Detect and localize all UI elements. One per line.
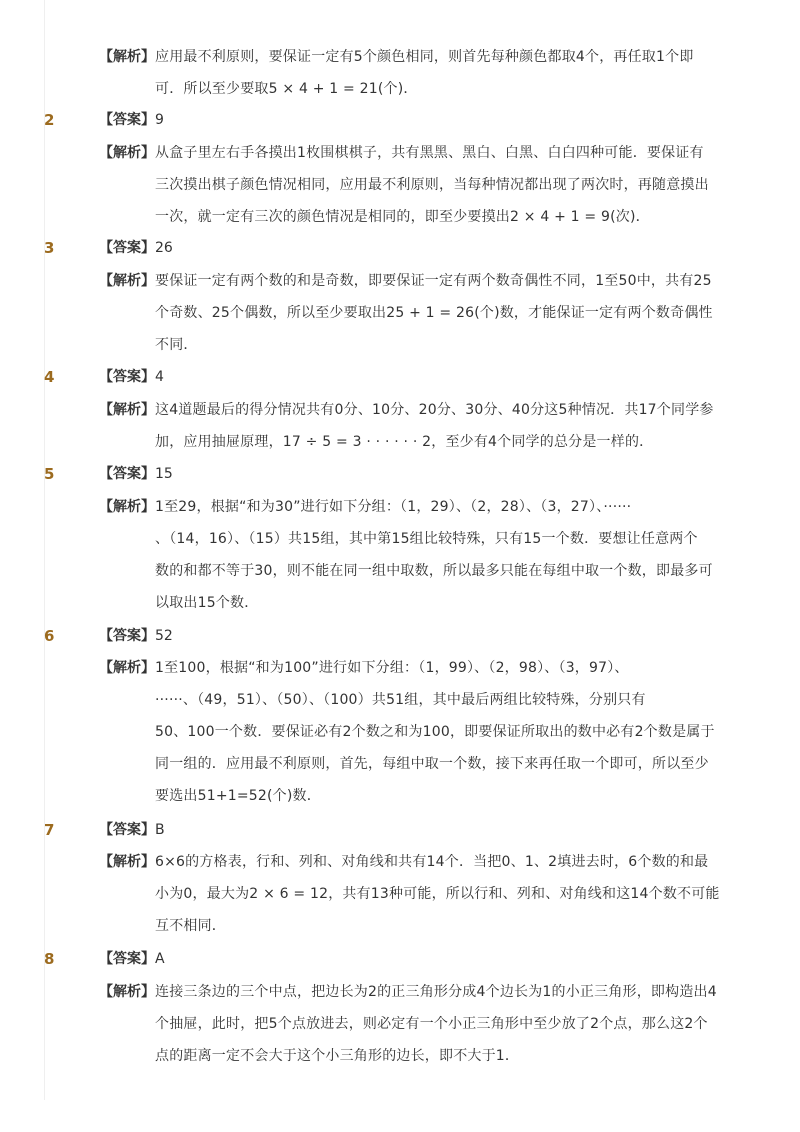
analysis-label: 【解析】	[99, 660, 155, 676]
analysis-label: 【解析】	[99, 402, 155, 418]
answer-label: 【答案】	[99, 628, 155, 644]
analysis-text: 要保证一定有两个数的和是奇数，即要保证一定有两个数奇偶性不同，1至50中，共有25 个奇数、25个偶数，所以至少要取出25 + 1 = 26(个)数，才能保证一定有两个数奇偶性 不同．	[155, 273, 713, 353]
question-number: 5	[44, 465, 55, 483]
answer-label: 【答案】	[99, 822, 155, 838]
question-number: 3	[44, 239, 55, 257]
analysis-text: 6×6的方格表，行和、列和、对角线和共有14个．当把0、1、2填进去时，6个数的和最 小为0，最大为2 × 6 = 12，共有13种可能，所以行和、列和、对角线和这14个数不可能 互不相同．	[155, 854, 720, 934]
analysis-label: 【解析】	[99, 499, 155, 515]
analysis-text: 这4道题最后的得分情况共有0分、10分、20分、30分、40分这5种情况．共17个同学参 加，应用抽屉原理，17 ÷ 5 = 3 · · · · · · 2，至少有4个同学的总分是一样的．	[155, 402, 714, 450]
answer-value: 26	[155, 240, 173, 256]
analysis-text: 1至29，根据“和为30”进行如下分组：（1，29）、（2，28）、（3，27）、······ 、（14，16）、（15）共15组，其中第15组比较特殊，只有15一个数．要想让任意两个 数的和都不等于30，则不能在同一组中取数，所以最多只能在每组中取一个数，即最多可 以取出15个数．	[155, 499, 713, 611]
analysis-label: 【解析】	[99, 984, 155, 1000]
answer-value: 52	[155, 628, 173, 644]
answer-value: 9	[155, 112, 164, 128]
page-margin-rule	[44, 0, 45, 1100]
analysis-label: 【解析】	[99, 273, 155, 289]
analysis-label: 【解析】	[99, 145, 155, 161]
answer-label: 【答案】	[99, 951, 155, 967]
answer-value: A	[155, 951, 165, 967]
analysis-text: 连接三条边的三个中点，把边长为2的正三角形分成4个边长为1的小正三角形，即构造出4 个抽屉，此时，把5个点放进去，则必定有一个小正三角形中至少放了2个点，那么这2个 点的距离一定不会大于这个小三角形的边长，即不大于1．	[155, 984, 717, 1064]
question-number: 4	[44, 368, 55, 386]
answer-value: 4	[155, 369, 164, 385]
analysis-label: 【解析】	[99, 854, 155, 870]
answer-label: 【答案】	[99, 369, 155, 385]
question-number: 7	[44, 821, 55, 839]
answer-value: 15	[155, 466, 173, 482]
analysis-label: 【解析】	[99, 49, 155, 65]
question-number: 2	[44, 111, 55, 129]
analysis-text: 应用最不利原则，要保证一定有5个颜色相同，则首先每种颜色都取4个，再任取1个即 可．所以至少要取5 × 4 + 1 = 21(个)．	[155, 49, 694, 97]
answer-label: 【答案】	[99, 466, 155, 482]
analysis-text: 1至100，根据“和为100”进行如下分组：（1，99）、（2，98）、（3，97）、 ······、（49，51）、（50）、（100）共51组，其中最后两组比较特殊，分别只有 50、100一个数．要保证必有2个数之和为100，即要保证所取出的数中必有2个数是属于 同一组的．应用最不利原则，首先，每组中取一个数，接下来再任取一个即可，所以至少 要选出51+1=52(个)数．	[155, 660, 715, 804]
answer-label: 【答案】	[99, 240, 155, 256]
question-number: 6	[44, 627, 55, 645]
answer-value: B	[155, 822, 165, 838]
analysis-text: 从盒子里左右手各摸出1枚围棋棋子，共有黑黑、黑白、白黑、白白四种可能．要保证有 三次摸出棋子颜色情况相同，应用最不利原则，当每种情况都出现了两次时，再随意摸出 一次，就一定有三次的颜色情况是相同的，即至少要摸出2 × 4 + 1 = 9(次)．	[155, 145, 709, 225]
question-number: 8	[44, 950, 55, 968]
answer-label: 【答案】	[99, 112, 155, 128]
